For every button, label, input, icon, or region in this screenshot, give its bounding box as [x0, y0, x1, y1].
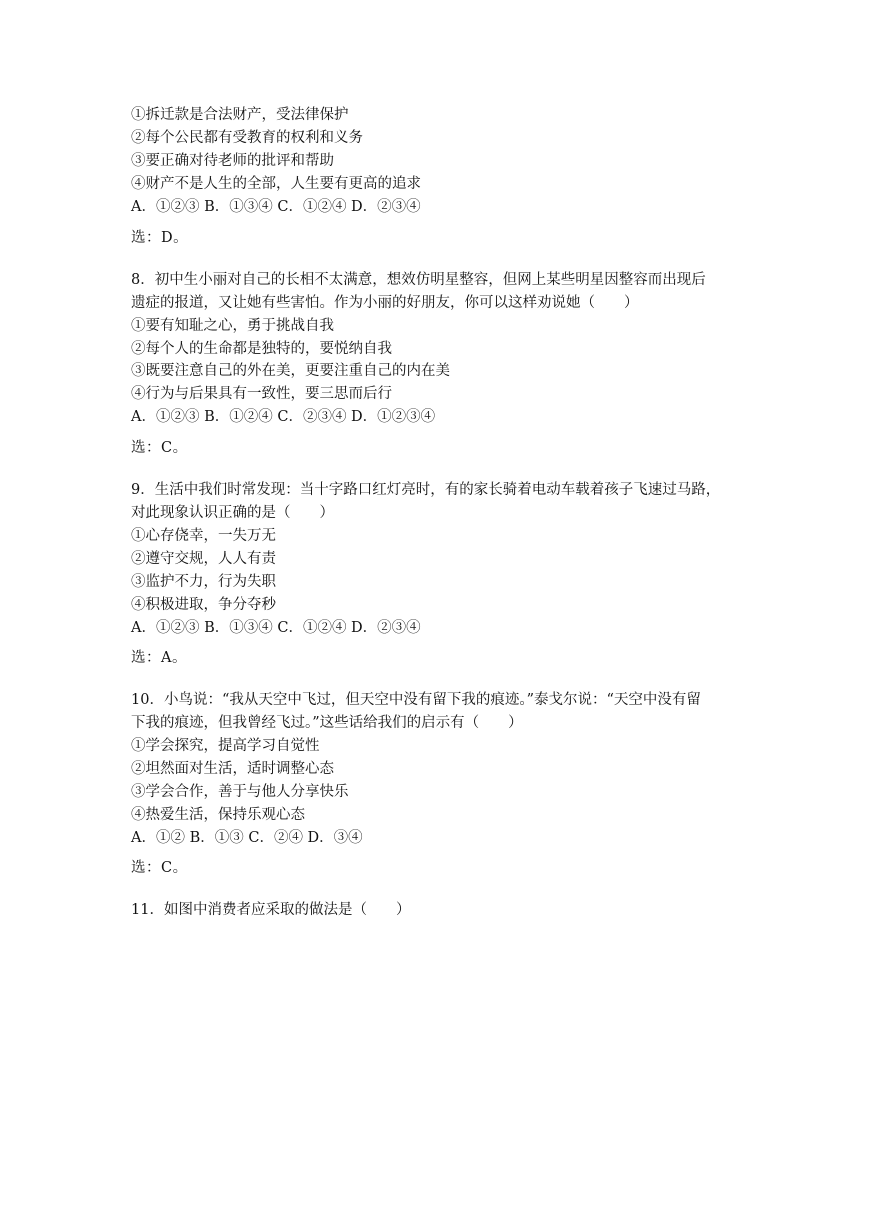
q9-choices: A．①②③ B．①③④ C．①②④ D．②③④: [131, 620, 421, 636]
q10-option-1: ①学会探究，提高学习自觉性: [131, 738, 320, 754]
q7-option-3: ③要正确对待老师的批评和帮助: [131, 153, 334, 169]
q7-option-4: ④财产不是人生的全部，人生要有更高的追求: [131, 176, 421, 192]
q7-answer: 选：D。: [131, 230, 189, 246]
q10-option-3: ③学会合作，善于与他人分享快乐: [131, 784, 349, 800]
q10-answer: 选：C。: [131, 860, 188, 876]
q9-stem-line-1: 9．生活中我们时常发现：当十字路口红灯亮时，有的家长骑着电动车载着孩子飞速过马路，: [131, 482, 721, 498]
q7-choices: A．①②③ B．①③④ C．①②④ D．②③④: [131, 199, 421, 215]
q9-option-1: ①心存侥幸，一失万无: [131, 528, 276, 544]
q7-option-1: ①拆迁款是合法财产，受法律保护: [131, 107, 349, 123]
q8-option-1: ①要有知耻之心，勇于挑战自我: [131, 318, 334, 334]
q7-option-2: ②每个公民都有受教育的权利和义务: [131, 130, 363, 146]
q10-option-4: ④热爱生活，保持乐观心态: [131, 807, 305, 823]
q11-stem-line-1: 11．如图中消费者应采取的做法是（ ）: [131, 902, 411, 918]
q8-choices: A．①②③ B．①②④ C．②③④ D．①②③④: [131, 409, 436, 425]
q8-option-4: ④行为与后果具有一致性，要三思而后行: [131, 386, 392, 402]
q8-answer: 选：C。: [131, 440, 188, 456]
q10-stem-line-2: 下我的痕迹，但我曾经飞过。”这些话给我们的启示有（ ）: [131, 715, 523, 731]
q8-stem-line-1: 8．初中生小丽对自己的长相不太满意，想效仿明星整容，但网上某些明星因整容而出现后: [131, 272, 706, 288]
q10-option-2: ②坦然面对生活，适时调整心态: [131, 761, 334, 777]
q9-answer: 选：A。: [131, 650, 187, 666]
q10-choices: A．①② B．①③ C．②④ D．③④: [131, 830, 363, 846]
q8-option-2: ②每个人的生命都是独特的，要悦纳自我: [131, 341, 392, 357]
q9-option-2: ②遵守交规，人人有责: [131, 551, 276, 567]
q9-option-4: ④积极进取，争分夺秒: [131, 597, 276, 613]
q9-stem-line-2: 对此现象认识正确的是（ ）: [131, 505, 334, 521]
q9-option-3: ③监护不力，行为失职: [131, 574, 276, 590]
q10-stem-line-1: 10．小鸟说：“我从天空中飞过，但天空中没有留下我的痕迹。”泰戈尔说：“天空中没有留: [131, 692, 701, 708]
q8-option-3: ③既要注意自己的外在美，更要注重自己的内在美: [131, 363, 450, 379]
q8-stem-line-2: 遗症的报道，又让她有些害怕。作为小丽的好朋友，你可以这样劝说她（ ）: [131, 295, 639, 311]
